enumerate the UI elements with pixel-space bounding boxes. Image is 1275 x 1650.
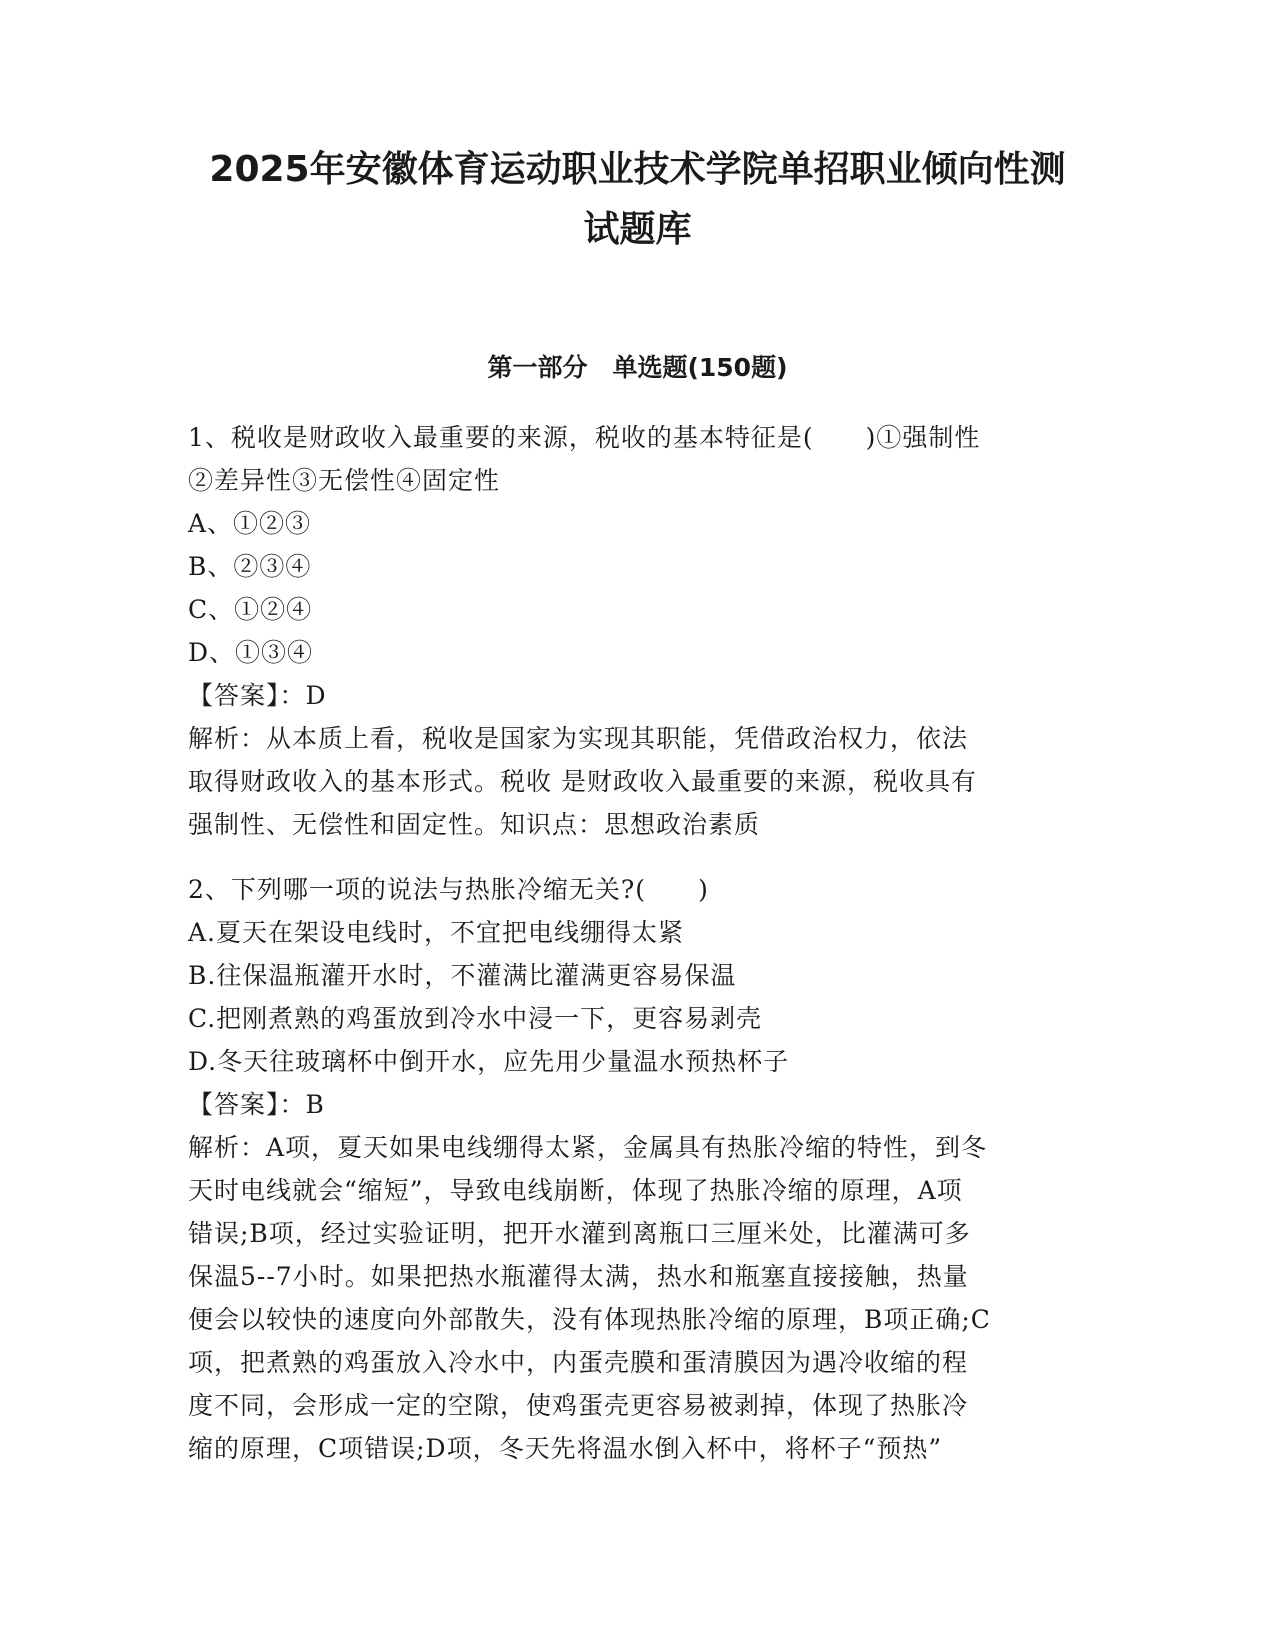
option-d: D.冬天往玻璃杯中倒开水，应先用少量温水预热杯子 <box>188 1047 790 1076</box>
analysis-line: 便会以较快的速度向外部散失，没有体现热胀冷缩的原理，B项正确;C <box>188 1305 991 1334</box>
analysis-line: 保温5--7小时。如果把热水瓶灌得太满，热水和瓶塞直接接触，热量 <box>188 1262 969 1291</box>
answer: 【答案】：D <box>188 681 327 710</box>
analysis-line: 缩的原理，C项错误;D项，冬天先将温水倒入杯中，将杯子“预热” <box>188 1434 943 1463</box>
spacer <box>188 846 1088 868</box>
analysis-line: 天时电线就会“缩短”，导致电线崩断，体现了热胀冷缩的原理，A项 <box>188 1176 963 1205</box>
title-line-2: 试题库 <box>583 209 692 250</box>
analysis-line: 解析：A项，夏天如果电线绷得太紧，金属具有热胀冷缩的特性，到冬 <box>188 1133 988 1162</box>
option-a: A.夏天在架设电线时，不宜把电线绷得太紧 <box>188 918 685 947</box>
document-title <box>198 140 1078 260</box>
analysis-line: 取得财政收入的基本形式。税收 是财政收入最重要的来源，税收具有 <box>188 767 977 796</box>
analysis-line: 强制性、无偿性和固定性。知识点：思想政治素质 <box>188 810 761 839</box>
analysis-line: 度不同，会形成一定的空隙，使鸡蛋壳更容易被剥掉，体现了热胀冷 <box>188 1391 969 1420</box>
option-c: C、①②④ <box>188 595 313 624</box>
title-line-1: 2025年安徽体育运动职业技术学院单招职业倾向性测 <box>209 149 1066 190</box>
section-heading: 第一部分 单选题(150题) <box>487 353 788 382</box>
option-a: A、①②③ <box>188 509 312 538</box>
question-2 <box>188 868 1088 1470</box>
question-list <box>188 416 1088 1470</box>
answer: 【答案】：B <box>188 1090 325 1119</box>
question-stem: 1、税收是财政收入最重要的来源，税收的基本特征是( )①强制性 <box>188 423 981 452</box>
question-1 <box>188 416 1088 846</box>
option-c: C.把刚煮熟的鸡蛋放到冷水中浸一下，更容易剥壳 <box>188 1004 763 1033</box>
analysis-line: 解析：从本质上看，税收是国家为实现其职能，凭借政治权力，依法 <box>188 724 969 753</box>
option-b: B、②③④ <box>188 552 312 581</box>
option-d: D、①③④ <box>188 638 314 667</box>
question-stem: ②差异性③无偿性④固定性 <box>188 466 501 495</box>
question-stem: 2、下列哪一项的说法与热胀冷缩无关?( ) <box>188 875 709 904</box>
analysis-line: 错误;B项，经过实验证明，把开水灌到离瓶口三厘米处，比灌满可多 <box>188 1219 971 1248</box>
analysis-line: 项，把煮熟的鸡蛋放入冷水中，内蛋壳膜和蛋清膜因为遇冷收缩的程 <box>188 1348 969 1377</box>
option-b: B.往保温瓶灌开水时，不灌满比灌满更容易保温 <box>188 961 737 990</box>
